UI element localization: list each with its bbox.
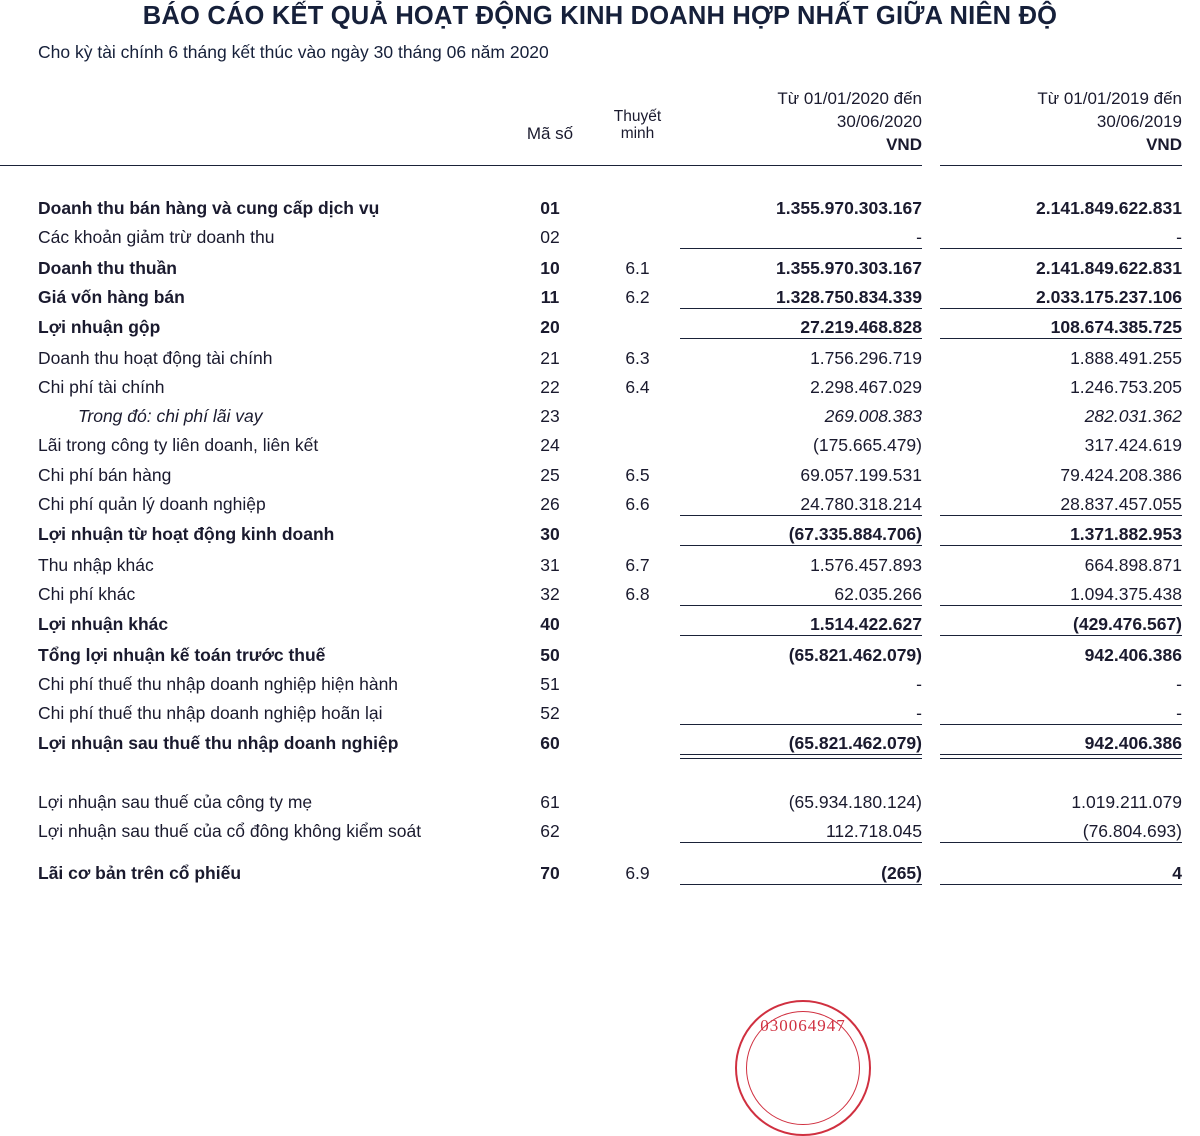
row-code: 70 — [540, 863, 560, 884]
row-previous: 282.031.362 — [1084, 406, 1182, 427]
table-row — [0, 427, 1200, 456]
header-blank — [0, 88, 505, 163]
header-code: Mã số — [526, 123, 574, 143]
table-row — [0, 855, 1200, 884]
row-current: 1.355.970.303.167 — [776, 198, 922, 219]
row-current: 2.298.467.029 — [810, 376, 922, 397]
row-code: 21 — [540, 347, 560, 368]
table-row — [0, 783, 1200, 812]
row-label: Lợi nhuận từ hoạt động kinh doanh — [38, 524, 335, 545]
table-row — [0, 486, 1200, 515]
row-code: 11 — [540, 287, 560, 307]
row-previous: 317.424.619 — [1084, 435, 1182, 456]
row-current: 1.355.970.303.167 — [776, 257, 922, 278]
row-current: 269.008.383 — [824, 406, 922, 427]
row-label: Lợi nhuận sau thuế thu nhập doanh nghiệp — [38, 733, 399, 754]
row-label: Lợi nhuận gộp — [38, 317, 161, 338]
row-code: 40 — [540, 614, 560, 635]
row-current: (65.934.180.124) — [788, 791, 922, 812]
row-previous: - — [1176, 227, 1182, 248]
row-label: Chi phí khác — [38, 583, 136, 604]
row-label: Chi phí tài chính — [38, 376, 165, 397]
row-previous: 2.033.175.237.106 — [1036, 287, 1182, 307]
row-note: 6.6 — [625, 494, 650, 515]
row-note: 6.5 — [625, 464, 650, 485]
row-label: Lợi nhuận sau thuế của cổ đông không kiểm soát — [38, 821, 422, 842]
row-code: 30 — [540, 524, 560, 545]
row-current: - — [916, 673, 922, 694]
row-code: 26 — [540, 494, 560, 515]
header-previous-period — [940, 88, 1200, 163]
table-row — [0, 725, 1200, 754]
table-row — [0, 339, 1200, 368]
row-code: 23 — [540, 406, 560, 427]
row-label: Lãi cơ bản trên cổ phiếu — [38, 863, 242, 884]
header-note-line1: Thuyết — [613, 108, 662, 126]
row-note — [595, 725, 680, 754]
row-previous: 942.406.386 — [1084, 733, 1182, 754]
row-previous: 28.837.457.055 — [1060, 494, 1182, 515]
row-previous: (76.804.693) — [1082, 821, 1182, 842]
table-row — [0, 369, 1200, 398]
row-previous: 1.019.211.079 — [1071, 791, 1182, 812]
header-spacer — [0, 166, 1200, 190]
row-previous: - — [1176, 703, 1182, 724]
row-label: Chi phí bán hàng — [38, 464, 172, 485]
row-label: Chi phí thuế thu nhập doanh nghiệp hoãn lại — [38, 703, 383, 724]
table-header-row — [0, 88, 1200, 163]
row-previous: 1.371.882.953 — [1070, 524, 1182, 545]
row-previous: 942.406.386 — [1084, 644, 1182, 665]
row-previous: 108.674.385.725 — [1050, 317, 1182, 338]
row-code: 51 — [540, 673, 560, 694]
table-row — [0, 309, 1200, 338]
row-note — [595, 783, 680, 812]
table-row — [0, 813, 1200, 842]
row-note: 6.9 — [625, 863, 650, 884]
row-note: 6.3 — [625, 347, 650, 368]
header-note — [595, 88, 680, 163]
table-row — [0, 219, 1200, 248]
row-label: Chi phí thuế thu nhập doanh nghiệp hiện hành — [38, 673, 399, 694]
row-code: 10 — [540, 257, 560, 278]
row-note — [595, 606, 680, 635]
table-row — [0, 666, 1200, 695]
row-label: Lợi nhuận sau thuế của công ty mẹ — [38, 791, 313, 812]
eps-spacer — [0, 843, 1200, 855]
row-current: 1.576.457.893 — [810, 554, 922, 575]
row-current: - — [916, 227, 922, 248]
row-current: 1.328.750.834.339 — [776, 287, 922, 307]
row-current: (65.821.462.079) — [788, 644, 922, 665]
row-label: Doanh thu bán hàng và cung cấp dịch vụ — [38, 198, 380, 219]
row-current: 62.035.266 — [834, 583, 922, 604]
row-label: Tổng lợi nhuận kế toán trước thuế — [38, 644, 326, 665]
income-statement-table — [0, 88, 1200, 885]
section-spacer — [0, 759, 1200, 783]
row-label: Lợi nhuận khác — [38, 614, 169, 635]
row-label: Thu nhập khác — [38, 554, 154, 575]
row-code: 02 — [540, 227, 560, 248]
row-previous: 1.094.375.438 — [1070, 583, 1182, 604]
row-previous: - — [1176, 673, 1182, 694]
row-current: 1.756.296.719 — [810, 347, 922, 368]
seg-previous — [940, 884, 1200, 885]
company-seal-stamp — [735, 1000, 871, 1136]
table-row — [0, 546, 1200, 575]
header-previous-line2: 30/06/2019 — [1096, 111, 1182, 131]
seg-current — [680, 884, 940, 885]
table-row — [0, 636, 1200, 665]
row-code: 31 — [540, 554, 560, 575]
row-previous: 1.888.491.255 — [1070, 347, 1182, 368]
row-code: 62 — [540, 821, 560, 842]
row-note — [595, 695, 680, 724]
row-note — [595, 219, 680, 248]
row-current: (65.821.462.079) — [788, 733, 922, 754]
row-code: 32 — [540, 583, 560, 604]
row-current: 112.718.045 — [825, 821, 922, 842]
rule-after-row-70 — [0, 884, 1200, 885]
row-previous: 4 — [1172, 863, 1182, 884]
row-code: 25 — [540, 464, 560, 485]
row-note: 6.1 — [625, 257, 650, 278]
row-current: (175.665.479) — [813, 435, 922, 456]
row-note — [595, 666, 680, 695]
row-note — [595, 516, 680, 545]
row-current: - — [916, 703, 922, 724]
row-label: Giá vốn hàng bán — [38, 287, 185, 307]
page-subtitle: Cho kỳ tài chính 6 tháng kết thúc vào ngày 30 tháng 06 năm 2020 — [38, 42, 549, 62]
row-previous: 2.141.849.622.831 — [1036, 198, 1182, 219]
header-current-currency: VND — [886, 134, 922, 154]
row-previous: (429.476.567) — [1073, 614, 1182, 635]
row-label: Chi phí quản lý doanh nghiệp — [38, 494, 266, 515]
row-label: Trong đó: chi phí lãi vay — [78, 406, 263, 427]
table-row — [0, 279, 1200, 308]
row-current: 24.780.318.214 — [800, 494, 922, 515]
row-code: 20 — [540, 317, 560, 338]
row-code: 50 — [540, 644, 560, 665]
row-current: 69.057.199.531 — [800, 464, 922, 485]
row-label: Lãi trong công ty liên doanh, liên kết — [38, 435, 319, 456]
row-note — [595, 813, 680, 842]
row-note — [595, 190, 680, 219]
header-previous-currency: VND — [1146, 134, 1182, 154]
row-label: Doanh thu thuần — [38, 257, 178, 278]
row-previous: 79.424.208.386 — [1060, 464, 1182, 485]
row-note — [595, 398, 680, 427]
row-note: 6.8 — [625, 583, 650, 604]
header-current-line1: Từ 01/01/2020 đến — [777, 89, 922, 108]
row-code: 60 — [540, 733, 560, 754]
table-row — [0, 576, 1200, 605]
row-current: (265) — [881, 863, 922, 884]
row-current: 27.219.468.828 — [800, 317, 922, 338]
row-current: (67.335.884.706) — [788, 524, 922, 545]
row-note — [595, 309, 680, 338]
row-code: 24 — [540, 435, 560, 456]
table-row — [0, 190, 1200, 219]
table-row — [0, 456, 1200, 485]
row-previous: 664.898.871 — [1084, 554, 1182, 575]
row-note: 6.4 — [625, 376, 650, 397]
table-row — [0, 398, 1200, 427]
row-note: 6.2 — [625, 287, 650, 307]
row-code: 22 — [540, 376, 560, 397]
row-note — [595, 427, 680, 456]
row-label: Các khoản giảm trừ doanh thu — [38, 227, 275, 248]
table-row — [0, 695, 1200, 724]
table-row — [0, 606, 1200, 635]
row-label: Doanh thu hoạt động tài chính — [38, 347, 273, 368]
header-previous-line1: Từ 01/01/2019 đến — [1037, 89, 1182, 108]
row-code: 61 — [540, 791, 560, 812]
seal-number: 030064947 — [760, 1016, 846, 1035]
row-code: 52 — [540, 703, 560, 724]
header-current-period — [680, 88, 940, 163]
row-current: 1.514.422.627 — [810, 614, 922, 635]
row-code: 01 — [540, 198, 560, 219]
row-note: 6.7 — [625, 554, 650, 575]
header-current-line2: 30/06/2020 — [836, 111, 922, 131]
row-note — [595, 636, 680, 665]
table-row — [0, 516, 1200, 545]
row-previous: 2.141.849.622.831 — [1036, 257, 1182, 278]
header-note-line2: minh — [620, 125, 655, 143]
page-title: BÁO CÁO KẾT QUẢ HOẠT ĐỘNG KINH DOANH HỢP NHẤT GIỮA NIÊN ĐỘ — [142, 2, 1058, 30]
table-row — [0, 249, 1200, 278]
row-previous: 1.246.753.205 — [1070, 376, 1182, 397]
